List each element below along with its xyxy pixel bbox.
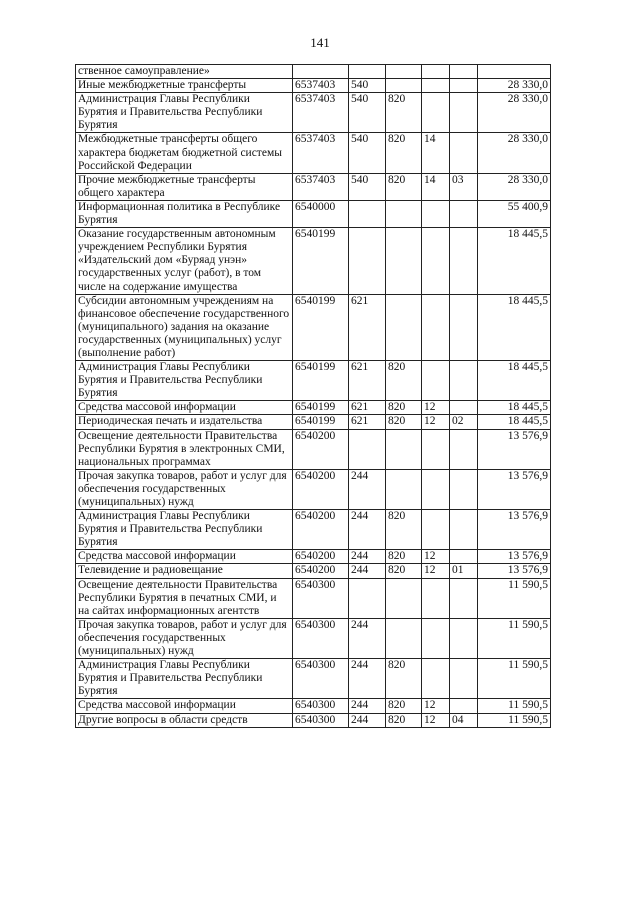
cell-code: 6540300 <box>293 659 349 699</box>
cell-rz: 12 <box>422 564 450 578</box>
cell-rz: 12 <box>422 401 450 415</box>
cell-gr <box>386 294 422 360</box>
cell-name: ственное самоуправление» <box>76 65 293 79</box>
cell-vr: 244 <box>349 510 386 550</box>
cell-name: Администрация Главы Республики Бурятия и Правительства Республики Бурятия <box>76 93 293 133</box>
cell-sum: 18 445,5 <box>478 401 551 415</box>
cell-code: 6540200 <box>293 510 349 550</box>
cell-pr: 03 <box>450 173 478 200</box>
cell-pr <box>450 228 478 294</box>
cell-name: Информационная политика в Республике Бурятия <box>76 200 293 227</box>
cell-name: Прочая закупка товаров, работ и услуг для обеспечения государственных (муниципальных) нужд <box>76 469 293 509</box>
table-row <box>76 79 551 93</box>
cell-sum: 55 400,9 <box>478 200 551 227</box>
cell-gr <box>386 469 422 509</box>
cell-name: Администрация Главы Республики Бурятия и Правительства Республики Бурятия <box>76 659 293 699</box>
cell-rz: 14 <box>422 133 450 173</box>
cell-gr: 820 <box>386 173 422 200</box>
cell-vr: 244 <box>349 699 386 713</box>
cell-vr: 244 <box>349 659 386 699</box>
cell-vr: 540 <box>349 79 386 93</box>
cell-code: 6537403 <box>293 79 349 93</box>
cell-gr: 820 <box>386 699 422 713</box>
cell-gr: 820 <box>386 550 422 564</box>
cell-vr: 540 <box>349 93 386 133</box>
cell-sum: 11 590,5 <box>478 659 551 699</box>
table-row <box>76 361 551 401</box>
cell-rz <box>422 228 450 294</box>
cell-code: 6540300 <box>293 578 349 618</box>
cell-code: 6540300 <box>293 699 349 713</box>
table-row <box>76 699 551 713</box>
table-row <box>76 200 551 227</box>
cell-gr: 820 <box>386 133 422 173</box>
cell-gr <box>386 65 422 79</box>
cell-pr: 01 <box>450 564 478 578</box>
cell-code <box>293 65 349 79</box>
cell-code: 6540200 <box>293 550 349 564</box>
table-row <box>76 415 551 429</box>
table-row <box>76 564 551 578</box>
cell-name: Периодическая печать и издательства <box>76 415 293 429</box>
cell-rz: 14 <box>422 173 450 200</box>
cell-sum: 13 576,9 <box>478 564 551 578</box>
cell-name: Прочие межбюджетные трансферты общего характера <box>76 173 293 200</box>
cell-vr: 540 <box>349 133 386 173</box>
cell-code: 6540199 <box>293 401 349 415</box>
cell-gr: 820 <box>386 93 422 133</box>
cell-name: Иные межбюджетные трансферты <box>76 79 293 93</box>
cell-rz <box>422 361 450 401</box>
table-row <box>76 618 551 658</box>
cell-pr <box>450 401 478 415</box>
cell-vr: 244 <box>349 618 386 658</box>
cell-pr <box>450 93 478 133</box>
cell-gr: 820 <box>386 659 422 699</box>
cell-sum: 13 576,9 <box>478 510 551 550</box>
cell-rz <box>422 200 450 227</box>
cell-gr: 820 <box>386 510 422 550</box>
table-row <box>76 510 551 550</box>
table-row <box>76 659 551 699</box>
cell-code: 6537403 <box>293 93 349 133</box>
cell-sum: 13 576,9 <box>478 429 551 469</box>
cell-vr: 621 <box>349 361 386 401</box>
cell-vr: 540 <box>349 173 386 200</box>
cell-gr <box>386 200 422 227</box>
cell-name: Администрация Главы Республики Бурятия и Правительства Республики Бурятия <box>76 361 293 401</box>
cell-code: 6537403 <box>293 173 349 200</box>
cell-pr <box>450 469 478 509</box>
cell-sum: 18 445,5 <box>478 294 551 360</box>
table-row <box>76 93 551 133</box>
cell-code: 6540199 <box>293 294 349 360</box>
cell-vr: 244 <box>349 469 386 509</box>
budget-table-body <box>76 65 551 728</box>
cell-vr: 244 <box>349 550 386 564</box>
cell-vr <box>349 429 386 469</box>
cell-sum: 18 445,5 <box>478 361 551 401</box>
cell-sum: 11 590,5 <box>478 578 551 618</box>
cell-pr <box>450 79 478 93</box>
cell-rz <box>422 469 450 509</box>
cell-rz <box>422 578 450 618</box>
cell-pr <box>450 294 478 360</box>
cell-rz <box>422 65 450 79</box>
table-row <box>76 133 551 173</box>
cell-sum: 11 590,5 <box>478 713 551 727</box>
cell-gr: 820 <box>386 361 422 401</box>
cell-sum: 11 590,5 <box>478 618 551 658</box>
cell-rz <box>422 429 450 469</box>
cell-sum: 28 330,0 <box>478 173 551 200</box>
cell-rz <box>422 618 450 658</box>
cell-sum <box>478 65 551 79</box>
cell-pr <box>450 659 478 699</box>
cell-gr <box>386 228 422 294</box>
page-number: 141 <box>310 35 330 50</box>
cell-rz: 12 <box>422 699 450 713</box>
cell-name: Освещение деятельности Правительства Республики Бурятия в печатных СМИ, и на сайтах информационных агентств <box>76 578 293 618</box>
cell-name: Средства массовой информации <box>76 401 293 415</box>
cell-pr <box>450 65 478 79</box>
cell-name: Администрация Главы Республики Бурятия и Правительства Республики Бурятия <box>76 510 293 550</box>
cell-rz <box>422 93 450 133</box>
cell-name: Телевидение и радиовещание <box>76 564 293 578</box>
table-row <box>76 173 551 200</box>
cell-rz <box>422 79 450 93</box>
cell-code: 6540300 <box>293 713 349 727</box>
budget-table <box>75 64 551 728</box>
cell-rz <box>422 294 450 360</box>
cell-sum: 18 445,5 <box>478 415 551 429</box>
cell-gr <box>386 79 422 93</box>
cell-rz: 12 <box>422 550 450 564</box>
cell-code: 6540000 <box>293 200 349 227</box>
cell-name: Средства массовой информации <box>76 550 293 564</box>
cell-pr <box>450 133 478 173</box>
cell-vr: 621 <box>349 415 386 429</box>
table-row <box>76 713 551 727</box>
cell-sum: 13 576,9 <box>478 469 551 509</box>
cell-vr <box>349 578 386 618</box>
cell-rz: 12 <box>422 415 450 429</box>
cell-gr <box>386 578 422 618</box>
cell-pr: 02 <box>450 415 478 429</box>
cell-sum: 28 330,0 <box>478 133 551 173</box>
table-row <box>76 429 551 469</box>
cell-pr <box>450 699 478 713</box>
cell-vr: 244 <box>349 564 386 578</box>
cell-pr: 04 <box>450 713 478 727</box>
cell-name: Субсидии автономным учреждениям на финансовое обеспечение государственного (муниципального) задания на оказание государственных (муниципальных) услуг (выполнение работ) <box>76 294 293 360</box>
cell-code: 6540200 <box>293 429 349 469</box>
cell-code: 6540200 <box>293 564 349 578</box>
cell-vr: 621 <box>349 294 386 360</box>
cell-pr <box>450 618 478 658</box>
cell-code: 6540199 <box>293 228 349 294</box>
cell-code: 6540199 <box>293 361 349 401</box>
table-row <box>76 469 551 509</box>
cell-pr <box>450 200 478 227</box>
cell-gr: 820 <box>386 415 422 429</box>
cell-name: Средства массовой информации <box>76 699 293 713</box>
cell-gr <box>386 618 422 658</box>
cell-code: 6540199 <box>293 415 349 429</box>
cell-code: 6537403 <box>293 133 349 173</box>
cell-pr <box>450 578 478 618</box>
cell-vr <box>349 228 386 294</box>
table-row <box>76 550 551 564</box>
cell-rz <box>422 510 450 550</box>
cell-code: 6540300 <box>293 618 349 658</box>
table-row <box>76 294 551 360</box>
cell-vr: 244 <box>349 713 386 727</box>
cell-gr <box>386 429 422 469</box>
cell-name: Оказание государственным автономным учреждением Республики Бурятия «Издательский дом «Буряад унэн» государственных услуг (работ), в том числе на содержание имущества <box>76 228 293 294</box>
table-row <box>76 401 551 415</box>
cell-rz: 12 <box>422 713 450 727</box>
cell-sum: 18 445,5 <box>478 228 551 294</box>
cell-vr: 621 <box>349 401 386 415</box>
cell-pr <box>450 550 478 564</box>
cell-gr: 820 <box>386 401 422 415</box>
cell-code: 6540200 <box>293 469 349 509</box>
cell-name: Прочая закупка товаров, работ и услуг для обеспечения государственных (муниципальных) нужд <box>76 618 293 658</box>
cell-vr <box>349 200 386 227</box>
cell-pr <box>450 429 478 469</box>
table-row <box>76 228 551 294</box>
cell-name: Другие вопросы в области средств <box>76 713 293 727</box>
cell-sum: 28 330,0 <box>478 93 551 133</box>
cell-gr: 820 <box>386 713 422 727</box>
cell-vr <box>349 65 386 79</box>
cell-sum: 28 330,0 <box>478 79 551 93</box>
cell-gr: 820 <box>386 564 422 578</box>
cell-name: Освещение деятельности Правительства Республики Бурятия в электронных СМИ, национальных программах <box>76 429 293 469</box>
table-row <box>76 578 551 618</box>
cell-sum: 11 590,5 <box>478 699 551 713</box>
cell-pr <box>450 510 478 550</box>
cell-sum: 13 576,9 <box>478 550 551 564</box>
table-row <box>76 65 551 79</box>
cell-pr <box>450 361 478 401</box>
cell-name: Межбюджетные трансферты общего характера бюджетам бюджетной системы Российской Федерации <box>76 133 293 173</box>
cell-rz <box>422 659 450 699</box>
